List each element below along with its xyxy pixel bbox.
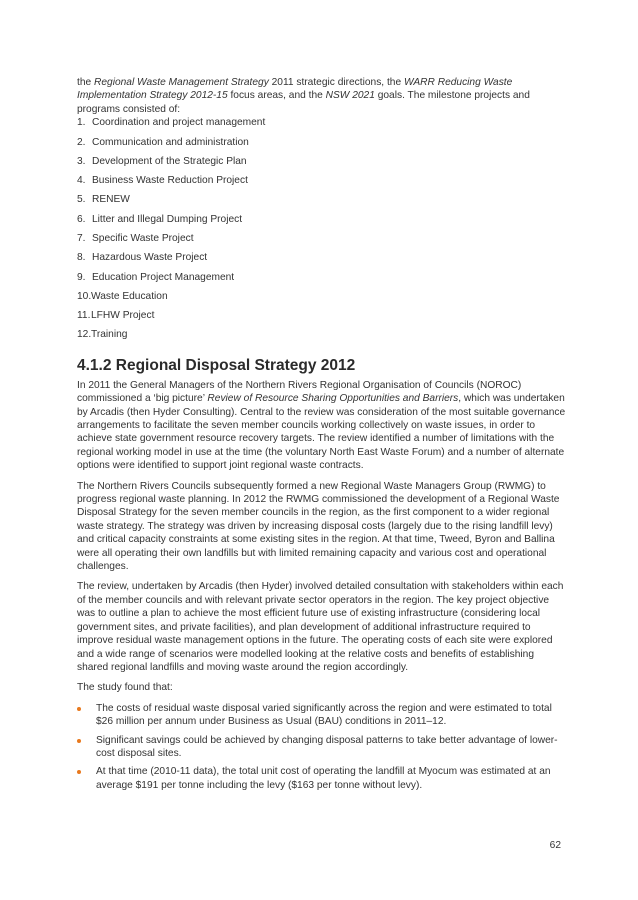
list-item-text: Communication and administration (92, 136, 249, 148)
list-item (77, 251, 567, 270)
list-item-text: Hazardous Waste Project (92, 252, 208, 264)
list-item (77, 116, 567, 135)
list-item-text: RENEW (92, 194, 130, 206)
list-item-number: 3. (77, 155, 86, 167)
list-item-number: 10. (77, 290, 92, 302)
list-item-text: Litter and Illegal Dumping Project (92, 213, 243, 225)
bullet-dot-icon (77, 739, 81, 743)
list-item (77, 174, 567, 193)
list-item-text: Waste Education (91, 290, 168, 302)
list-item-number: 1. (77, 117, 86, 129)
list-item (77, 193, 567, 212)
intro-italic-1: Regional Waste Management Strategy (94, 77, 269, 88)
intro-text-4: goals. The milestone projects and programs consisted of: (77, 90, 530, 115)
list-item-number: 9. (77, 271, 86, 283)
list-item-text: Education Project Management (92, 271, 235, 283)
intro-italic-3: NSW 2021 (325, 90, 375, 102)
list-item-number: 2. (77, 136, 86, 148)
section-paragraph-2: The Northern Rivers Councils subsequently formed a new Regional Waste Managers Group (RWMG) to progress regional waste planning. In 2012 the RWMG commissioned the development of a Regional Waste Disposal Strategy for the seven member councils in the region, as the first component to a wider regional waste strategy. The strategy was driven by increasing disposal costs (largely due to the rising landfill levy) and critical capacity constraints at some existing sites in the region. At that time, Tweed, Byron and Ballina were all operating their own landfills but with limited remaining capacity and various cost and operational challenges. (77, 480, 560, 573)
list-item-text: Training (91, 329, 128, 341)
list-item-number: 8. (77, 252, 86, 264)
bullet-dot-icon (77, 707, 81, 711)
list-item-number: 4. (77, 175, 86, 187)
section-paragraph-1 (77, 379, 567, 473)
list-item (77, 328, 567, 347)
intro-text-3: focus areas, and the (227, 90, 326, 102)
paragraph-1-text-1: In 2011 the General Managers of the Northern Rivers Regional Organisation of Councils (NOROC) commissioned a ‘big picture’ (77, 379, 522, 405)
page-number: 62 (549, 840, 561, 851)
list-item (77, 309, 567, 328)
list-item (77, 213, 567, 232)
list-item-number: 6. (77, 213, 86, 225)
bullet-text: Significant savings could be achieved by changing disposal patterns to take better advantage of lower-cost disposal sites. (96, 734, 558, 759)
intro-italic-2: WARR Reducing Waste Implementation Strategy 2012-15 (77, 77, 513, 102)
document-page (77, 76, 567, 797)
list-item-number: 5. (77, 194, 86, 206)
bullet-text: At that time (2010-11 data), the total unit cost of operating the landfill at Myocum was estimated at an average $191 per tonne including the levy ($163 per tonne without levy). (96, 766, 551, 791)
section-heading: 4.1.2 Regional Disposal Strategy 2012 (77, 356, 356, 374)
intro-text-2: 2011 strategic directions, the (268, 77, 404, 88)
bullet-text: The costs of residual waste disposal varied significantly across the region and were estimated to total $26 million per annum under Business as Usual (BAU) conditions in 2011–12. (96, 702, 552, 728)
list-item-text: Specific Waste Project (92, 233, 194, 244)
list-item-text: Coordination and project management (92, 117, 266, 129)
bullet-dot-icon (77, 770, 81, 774)
list-item (77, 136, 567, 155)
list-item-text: LFHW Project (91, 310, 155, 322)
list-item-text: Business Waste Reduction Project (92, 175, 248, 187)
milestone-list (77, 116, 567, 348)
list-item-number: 12. (77, 329, 92, 341)
list-item (77, 290, 567, 309)
section-paragraph-4: The study found that: (77, 682, 173, 694)
intro-paragraph (77, 76, 567, 116)
list-item (77, 155, 567, 174)
list-item (77, 271, 567, 290)
list-item (77, 232, 567, 251)
list-item-number: 11. (77, 310, 91, 322)
findings-list (77, 702, 567, 792)
paragraph-1-text-2: , which was undertaken by Arcadis (then Hyder Consulting). Central to the review was consideration of the most suitable governance arrangements to facilitate the seven member councils working collectively on waste issues, in order to achieve state government resource recovery targets. The review identified a number of limitations with the regional working model in use at the time (the voluntary North East Waste Forum) and a number of alternate options were identified to support joint regional waste contracts. (77, 393, 566, 472)
list-item-text: Development of the Strategic Plan (92, 155, 247, 167)
paragraph-1-italic: Review of Resource Sharing Opportunities and Barriers (207, 393, 459, 405)
bullet-item (77, 702, 567, 729)
bullet-item (77, 734, 567, 761)
intro-text-1: the (77, 77, 94, 88)
list-item-number: 7. (77, 233, 86, 244)
bullet-item (77, 765, 567, 792)
section-paragraph-3: The review, undertaken by Arcadis (then Hyder) involved detailed consultation with stakeholders within each of the member councils and with relevant private sector operators in the region. The key project objective was to outline a plan to achieve the most efficient future use of existing infrastructure (considering local government sites, and private facilities), and plan development of additional infrastructure required to improve residual waste management options in the future. The operating costs of each site were explored and a wide range of scenarios were modelled looking at the relative costs and benefits of establishing shared regional landfills and moving waste around the region accordingly. (77, 581, 564, 673)
